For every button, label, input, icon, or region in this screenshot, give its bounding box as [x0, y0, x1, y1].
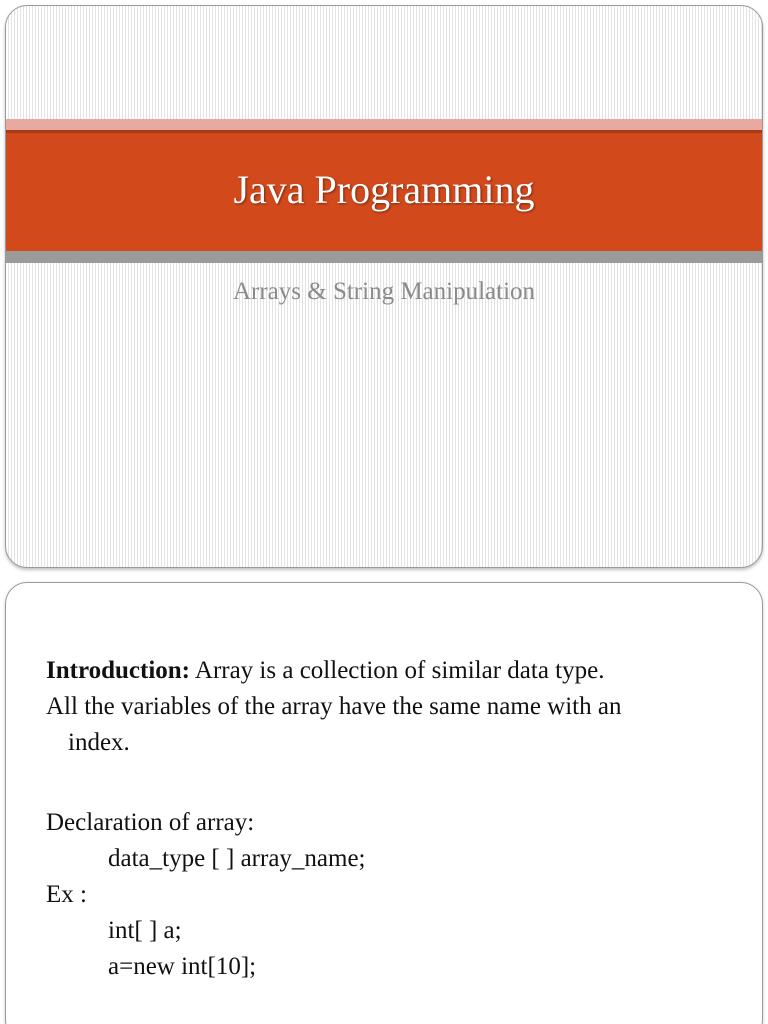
example-label: Ex :: [46, 881, 87, 908]
declaration-heading: Declaration of array:: [46, 809, 255, 836]
title-slide: [5, 5, 763, 568]
intro-text: Array is a collection of similar data type.: [190, 657, 605, 684]
spacer: [46, 761, 726, 805]
variables-line-continued: index.: [68, 729, 130, 756]
slide-body: [46, 653, 726, 985]
accent-band: [6, 119, 762, 130]
example-code-line-2: a=new int[10];: [108, 953, 257, 980]
variables-line: All the variables of the array have the same name with an: [46, 693, 622, 720]
example-code-line-1: int[ ] a;: [108, 917, 182, 944]
content-slide: [5, 582, 763, 1024]
intro-label: Introduction:: [46, 657, 191, 684]
slide-subtitle: Arrays & String Manipulation: [232, 278, 536, 305]
title-band: [6, 130, 762, 251]
declaration-syntax: data_type [ ] array_name;: [108, 845, 366, 872]
intro-line: [46, 653, 726, 689]
slide-title: Java Programming: [233, 167, 535, 212]
lower-band: [6, 251, 762, 263]
